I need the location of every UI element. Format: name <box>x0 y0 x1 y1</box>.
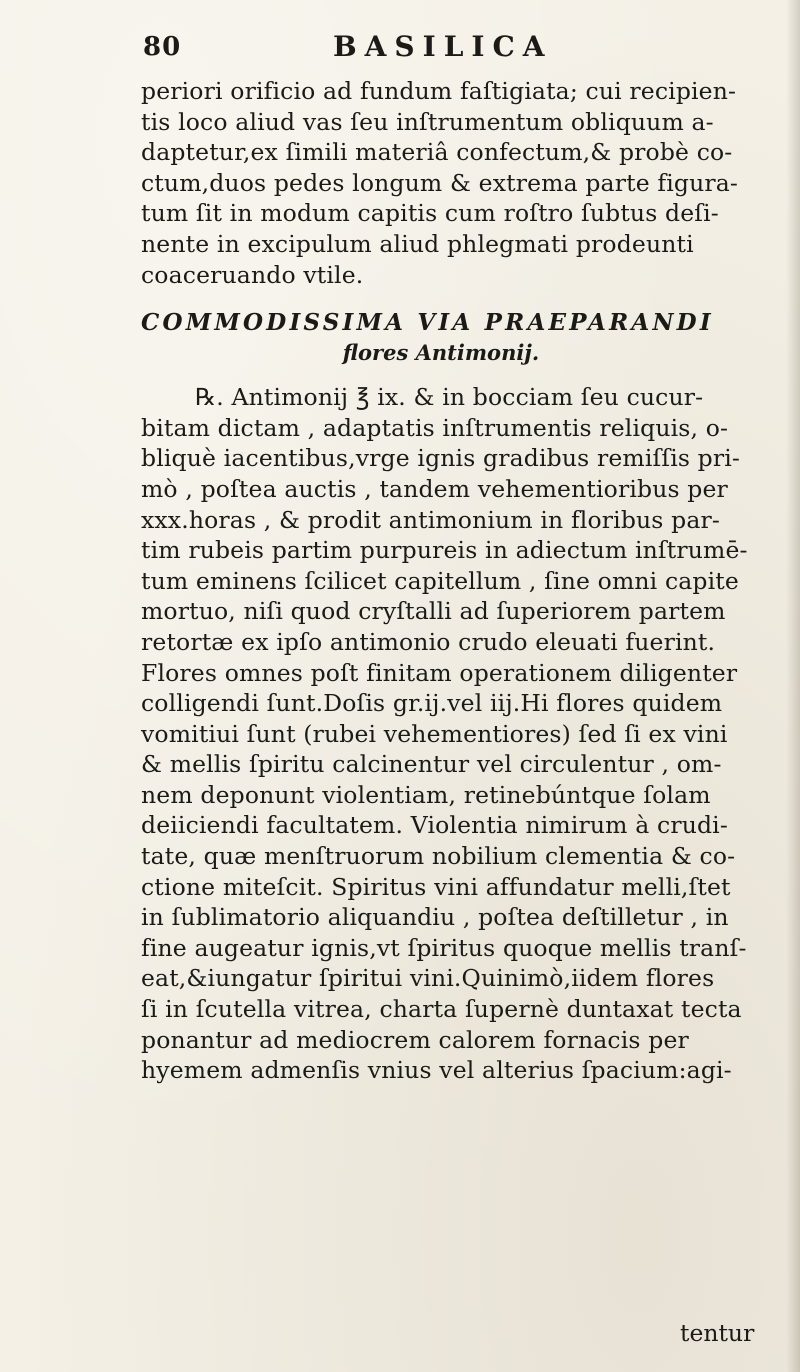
text-line: fine augeatur ignis,vt ſpiritus quoque mellis tranſ- <box>141 933 747 962</box>
text-line: colligendi ſunt.Doſis gr.ij.vel iij.Hi flores quidem <box>141 689 723 718</box>
text-line: Flores omnes poſt finitam operationem diligenter <box>141 658 738 687</box>
text-line: xxx.horas , & prodit antimonium in floribus par- <box>141 505 720 534</box>
catchword: tentur <box>680 1319 755 1347</box>
text-line: tate, quæ menſtruorum nobilium clementia & co- <box>141 842 736 871</box>
running-head <box>143 28 743 68</box>
section-heading: COMMODISSIMA VIA PRAEPARANDI <box>141 309 714 337</box>
text-line: ℞. Antimonij ℥ ix. & in bocciam ſeu cucur- <box>195 383 704 412</box>
text-line: deiiciendi facultatem. Violentia nimirum à crudi- <box>141 811 728 840</box>
body-text <box>141 76 781 1086</box>
text-line: tim rubeis partim purpureis in adiectum inſtrumē- <box>141 536 748 565</box>
text-line: eat,&iungatur ſpiritui vini.Quinimò,iidem flores <box>141 964 715 993</box>
text-line: daptetur,ex ſimili materiâ confectum,& probè co- <box>141 138 733 167</box>
text-line: ponantur ad mediocrem calorem fornacis per <box>141 1025 689 1054</box>
page-edge-shadow <box>786 0 800 1372</box>
text-line: tum ſit in modum capitis cum roſtro ſubtus deſi- <box>141 199 719 228</box>
text-line: tum eminens ſcilicet capitellum , ſine omni capite <box>141 566 739 595</box>
text-line: ctione miteſcit. Spiritus vini affundatur melli,ſtet <box>141 872 731 901</box>
text-line: & mellis ſpiritu calcinentur vel circulentur , om- <box>141 750 722 779</box>
text-line: ctum,duos pedes longum & extrema parte figura- <box>141 168 738 197</box>
text-line: in ſublimatorio aliquandiu , poſtea deſtilletur , in <box>141 903 729 932</box>
text-line: nente in excipulum aliud phlegmati prodeunti <box>141 229 694 258</box>
text-line: mò , poſtea auctis , tandem vehementioribus per <box>141 474 728 503</box>
text-line: ſi in ſcutella vitrea, charta ſupernè duntaxat tecta <box>141 995 742 1024</box>
text-line: vomitiui ſunt (rubei vehementiores) ſed ſi ex vini <box>141 719 728 748</box>
text-line: periori orificio ad fundum faſtigiata; cui recipien- <box>141 77 737 105</box>
running-title: BASILICA <box>333 30 553 63</box>
page-number: 80 <box>143 32 182 62</box>
text-line: retortæ ex ipſo antimonio crudo eleuati fuerint. <box>141 627 716 656</box>
text-line: bliquè iacentibus,vrge ignis gradibus remiſſis pri- <box>141 444 741 473</box>
text-line: mortuo, niſi quod cryſtalli ad ſuperiorem partem <box>141 597 726 626</box>
text-line: nem deponunt violentiam, retinebúntque ſolam <box>141 780 711 809</box>
text-line: bitam dictam , adaptatis inſtrumentis reliquis, o- <box>141 413 729 442</box>
text-line: tis loco aliud vas ſeu inſtrumentum obliquum a- <box>141 107 714 136</box>
section-subheading: flores Antimonij. <box>342 340 540 366</box>
text-line: coaceruando vtile. <box>141 260 364 289</box>
text-line: hyemem admenſis vnius vel alterius ſpacium:agi- <box>141 1056 732 1085</box>
